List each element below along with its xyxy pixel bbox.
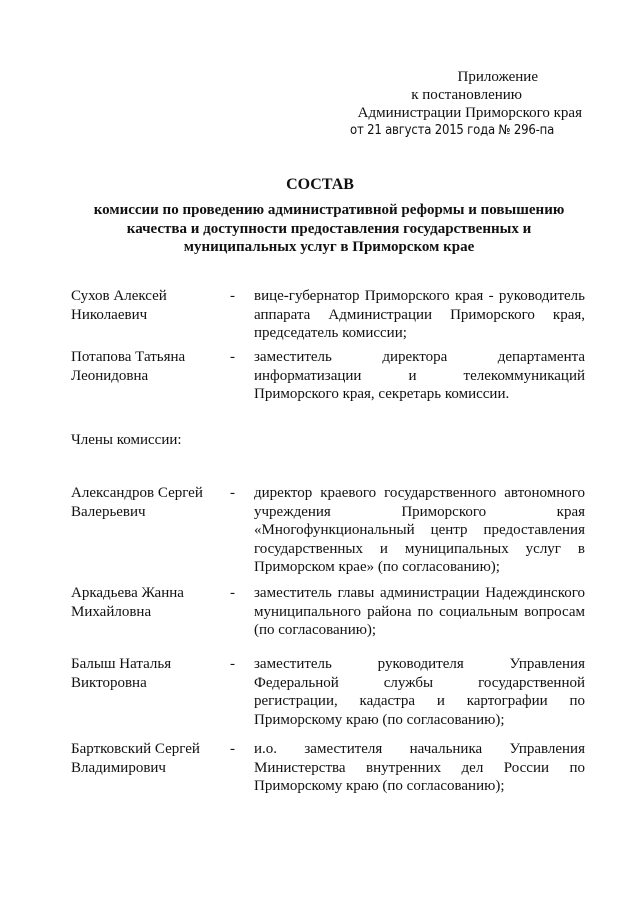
appendix-block <box>350 68 582 140</box>
member-dash: - <box>230 741 235 757</box>
member-description: заместитель главы администрации Надеждинского муниципального района по социальным вопросам (по согласованию); <box>254 585 585 638</box>
member-dash: - <box>230 288 235 304</box>
document-subtitle: комиссии по проведению административной реформы и повышению качества и доступности предоставления государственных и муниципальных услуг в Приморском крае <box>93 202 565 255</box>
appendix-date: от 21 августа 2015 года № 296-па <box>350 123 555 138</box>
document-title: СОСТАВ <box>286 176 354 193</box>
member-description: заместитель руководителя Управления Федеральной службы государственной регистрации, кадастра и картографии по Приморскому краю (по согласованию); <box>254 656 585 728</box>
member-dash: - <box>230 585 235 601</box>
member-description: и.о. заместителя начальника Управления Министерства внутренних дел России по Приморскому краю (по согласованию); <box>254 741 585 794</box>
member-name: Аркадьева Жанна Михайловна <box>71 585 184 620</box>
member-description: директор краевого государственного автономного учреждения Приморского края «Многофункциональный центр предоставления государственных и муниципальных услуг в Приморском крае» (по согласованию); <box>254 485 585 575</box>
members-heading: Члены комиссии: <box>71 432 182 448</box>
member-name: Александров Сергей Валерьевич <box>71 485 203 520</box>
appendix-line-1: Приложение <box>457 69 538 85</box>
appendix-line-2: к постановлению <box>411 87 522 103</box>
member-name: Потапова Татьяна Леонидовна <box>71 349 186 384</box>
member-name: Сухов Алексей Николаевич <box>71 288 167 323</box>
member-dash: - <box>230 485 235 501</box>
member-description: вице-губернатор Приморского края - руководитель аппарата Администрации Приморского края, председатель комиссии; <box>254 288 585 341</box>
member-dash: - <box>230 349 235 365</box>
member-dash: - <box>230 656 235 672</box>
member-name: Балыш Наталья Викторовна <box>71 656 172 691</box>
member-name: Бартковский Сергей Владимирович <box>71 741 200 776</box>
member-description: заместитель директора департамента информатизации и телекоммуникаций Приморского края, секретарь комиссии. <box>254 349 585 402</box>
appendix-line-3: Администрации Приморского края <box>357 105 582 121</box>
